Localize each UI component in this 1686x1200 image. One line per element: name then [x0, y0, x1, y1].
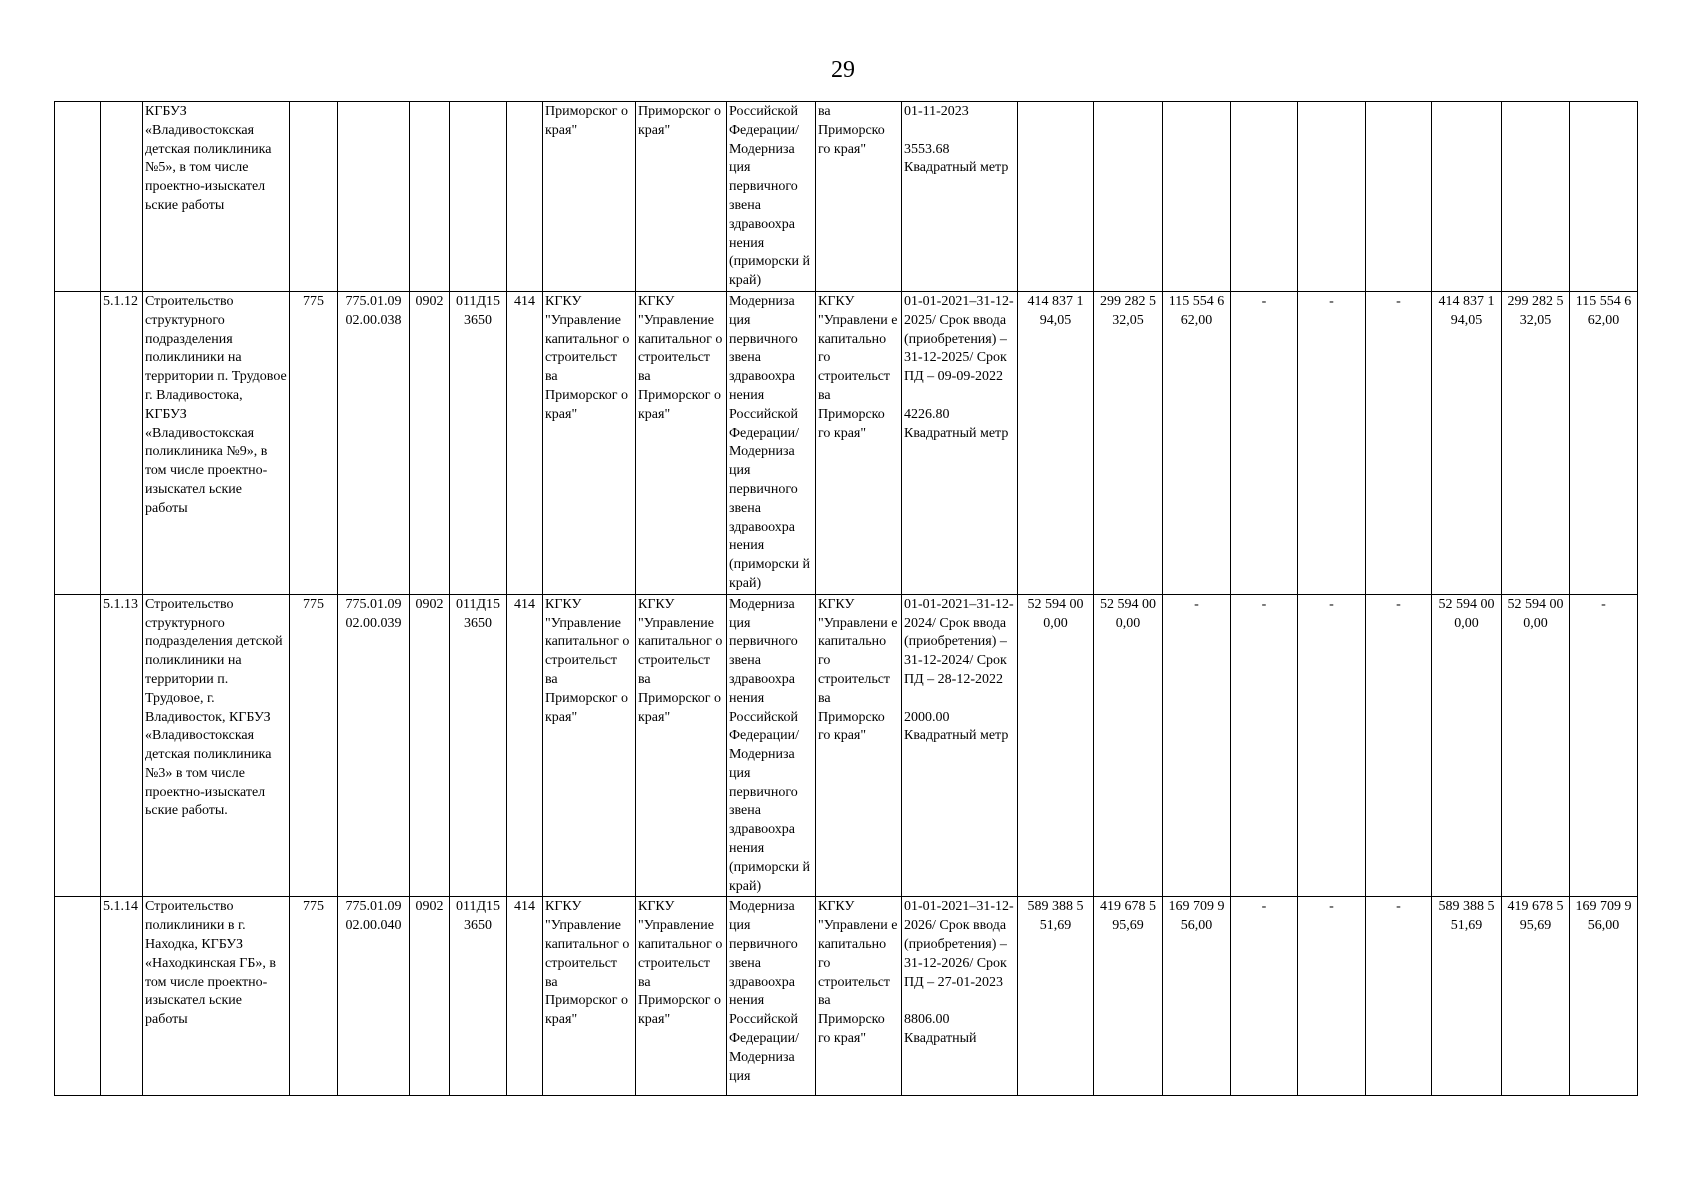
- value-col-4: -: [1231, 897, 1298, 1096]
- object-name: Строительство структурного подразделения детской поликлиники на территории п. Трудовое, г. Владивосток, КГБУЗ «Владивостокская детская поликлиника №3» в том числе проектно-изыскател ьские работы.: [143, 594, 290, 897]
- object-name: КГБУЗ «Владивостокская детская поликлиника №5», в том числе проектно-изыскател ьские работы: [143, 102, 290, 292]
- customer: Приморског о края": [543, 102, 636, 292]
- developer: КГКУ "Управлени е капитально го строительст ва Приморско го края": [816, 594, 902, 897]
- kbk-code: 775.01.09 02.00.039: [338, 594, 410, 897]
- budget-table: [54, 101, 1638, 1096]
- terms: 01-11-2023 3553.68 Квадратный метр: [902, 102, 1018, 292]
- vr-code: [507, 102, 543, 292]
- grbs-code: 775: [290, 291, 338, 594]
- developer: КГКУ "Управлени е капитально го строительст ва Приморско го края": [816, 897, 902, 1096]
- kbk-code: 775.01.09 02.00.040: [338, 897, 410, 1096]
- value-federal: 52 594 00 0,00: [1094, 594, 1163, 897]
- program: Модерниза ция первичного звена здравоохра нения Российской Федерации/ Модерниза ция первичного звена здравоохра нения (приморски й край): [727, 594, 816, 897]
- value-col-8: 52 594 00 0,00: [1502, 594, 1570, 897]
- kbk-code: [338, 102, 410, 292]
- value-col-4: -: [1231, 291, 1298, 594]
- value-regional: -: [1163, 594, 1231, 897]
- row-number: 5.1.13: [101, 594, 143, 897]
- rzpr-code: 0902: [410, 291, 450, 594]
- grbs-code: 775: [290, 897, 338, 1096]
- value-col-5: -: [1298, 897, 1366, 1096]
- client: КГКУ "Управление капитальног о строительст ва Приморског о края": [636, 291, 727, 594]
- terms: 01-01-2021–31-12-2026/ Срок ввода (приобретения) – 31-12-2026/ Срок ПД – 27-01-2023 8806.00 Квадратный: [902, 897, 1018, 1096]
- program: Российской Федерации/ Модерниза ция первичного звена здравоохра нения (приморски й край): [727, 102, 816, 292]
- client: Приморског о края": [636, 102, 727, 292]
- value-regional: 115 554 6 62,00: [1163, 291, 1231, 594]
- margin-cell: [55, 897, 101, 1096]
- value-total: 414 837 1 94,05: [1018, 291, 1094, 594]
- value-col-5: -: [1298, 594, 1366, 897]
- table-row: [55, 291, 1638, 594]
- value-col-7: 414 837 1 94,05: [1432, 291, 1502, 594]
- vr-code: 414: [507, 291, 543, 594]
- margin-cell: [55, 102, 101, 292]
- value-col-4: [1231, 102, 1298, 292]
- value-federal: [1094, 102, 1163, 292]
- table-row: [55, 594, 1638, 897]
- program: Модерниза ция первичного звена здравоохра нения Российской Федерации/ Модерниза ция первичного звена здравоохра нения (приморски й край): [727, 291, 816, 594]
- csr-code: 011Д15 3650: [450, 291, 507, 594]
- vr-code: 414: [507, 897, 543, 1096]
- customer: КГКУ "Управление капитальног о строительст ва Приморског о края": [543, 594, 636, 897]
- csr-code: 011Д15 3650: [450, 594, 507, 897]
- row-number: 5.1.12: [101, 291, 143, 594]
- value-col-5: -: [1298, 291, 1366, 594]
- value-regional: 169 709 9 56,00: [1163, 897, 1231, 1096]
- rzpr-code: 0902: [410, 594, 450, 897]
- client: КГКУ "Управление капитальног о строительст ва Приморског о края": [636, 897, 727, 1096]
- value-col-4: -: [1231, 594, 1298, 897]
- table-row: [55, 897, 1638, 1096]
- value-col-6: [1366, 102, 1432, 292]
- value-col-7: 589 388 5 51,69: [1432, 897, 1502, 1096]
- value-col-7: 52 594 00 0,00: [1432, 594, 1502, 897]
- table-row: [55, 102, 1638, 292]
- rzpr-code: [410, 102, 450, 292]
- value-col-8: 419 678 5 95,69: [1502, 897, 1570, 1096]
- row-number: [101, 102, 143, 292]
- value-col-8: 299 282 5 32,05: [1502, 291, 1570, 594]
- value-col-7: [1432, 102, 1502, 292]
- value-regional: [1163, 102, 1231, 292]
- developer: КГКУ "Управлени е капитально го строительст ва Приморско го края": [816, 291, 902, 594]
- object-name: Строительство структурного подразделения поликлиники на территории п. Трудовое г. Владивостока, КГБУЗ «Владивостокская поликлиника №9», в том числе проектно-изыскател ьские работы: [143, 291, 290, 594]
- value-total: 589 388 5 51,69: [1018, 897, 1094, 1096]
- value-col-9: 169 709 9 56,00: [1570, 897, 1638, 1096]
- row-number: 5.1.14: [101, 897, 143, 1096]
- value-federal: 419 678 5 95,69: [1094, 897, 1163, 1096]
- page-number: 29: [831, 57, 855, 83]
- value-federal: 299 282 5 32,05: [1094, 291, 1163, 594]
- client: КГКУ "Управление капитальног о строительст ва Приморског о края": [636, 594, 727, 897]
- value-col-6: -: [1366, 291, 1432, 594]
- margin-cell: [55, 594, 101, 897]
- grbs-code: [290, 102, 338, 292]
- value-total: 52 594 00 0,00: [1018, 594, 1094, 897]
- customer: КГКУ "Управление капитальног о строительст ва Приморског о края": [543, 897, 636, 1096]
- csr-code: [450, 102, 507, 292]
- value-col-6: -: [1366, 594, 1432, 897]
- program: Модерниза ция первичного звена здравоохра нения Российской Федерации/ Модерниза ция: [727, 897, 816, 1096]
- grbs-code: 775: [290, 594, 338, 897]
- margin-cell: [55, 291, 101, 594]
- value-col-5: [1298, 102, 1366, 292]
- csr-code: 011Д15 3650: [450, 897, 507, 1096]
- object-name: Строительство поликлиники в г. Находка, КГБУЗ «Находкинская ГБ», в том числе проектно-изыскател ьские работы: [143, 897, 290, 1096]
- terms: 01-01-2021–31-12-2025/ Срок ввода (приобретения) – 31-12-2025/ Срок ПД – 09-09-2022 4226.80 Квадратный метр: [902, 291, 1018, 594]
- value-col-9: 115 554 6 62,00: [1570, 291, 1638, 594]
- value-col-8: [1502, 102, 1570, 292]
- customer: КГКУ "Управление капитальног о строительст ва Приморског о края": [543, 291, 636, 594]
- rzpr-code: 0902: [410, 897, 450, 1096]
- terms: 01-01-2021–31-12-2024/ Срок ввода (приобретения) – 31-12-2024/ Срок ПД – 28-12-2022 2000.00 Квадратный метр: [902, 594, 1018, 897]
- value-total: [1018, 102, 1094, 292]
- vr-code: 414: [507, 594, 543, 897]
- developer: ва Приморско го края": [816, 102, 902, 292]
- kbk-code: 775.01.09 02.00.038: [338, 291, 410, 594]
- value-col-9: -: [1570, 594, 1638, 897]
- value-col-6: -: [1366, 897, 1432, 1096]
- value-col-9: [1570, 102, 1638, 292]
